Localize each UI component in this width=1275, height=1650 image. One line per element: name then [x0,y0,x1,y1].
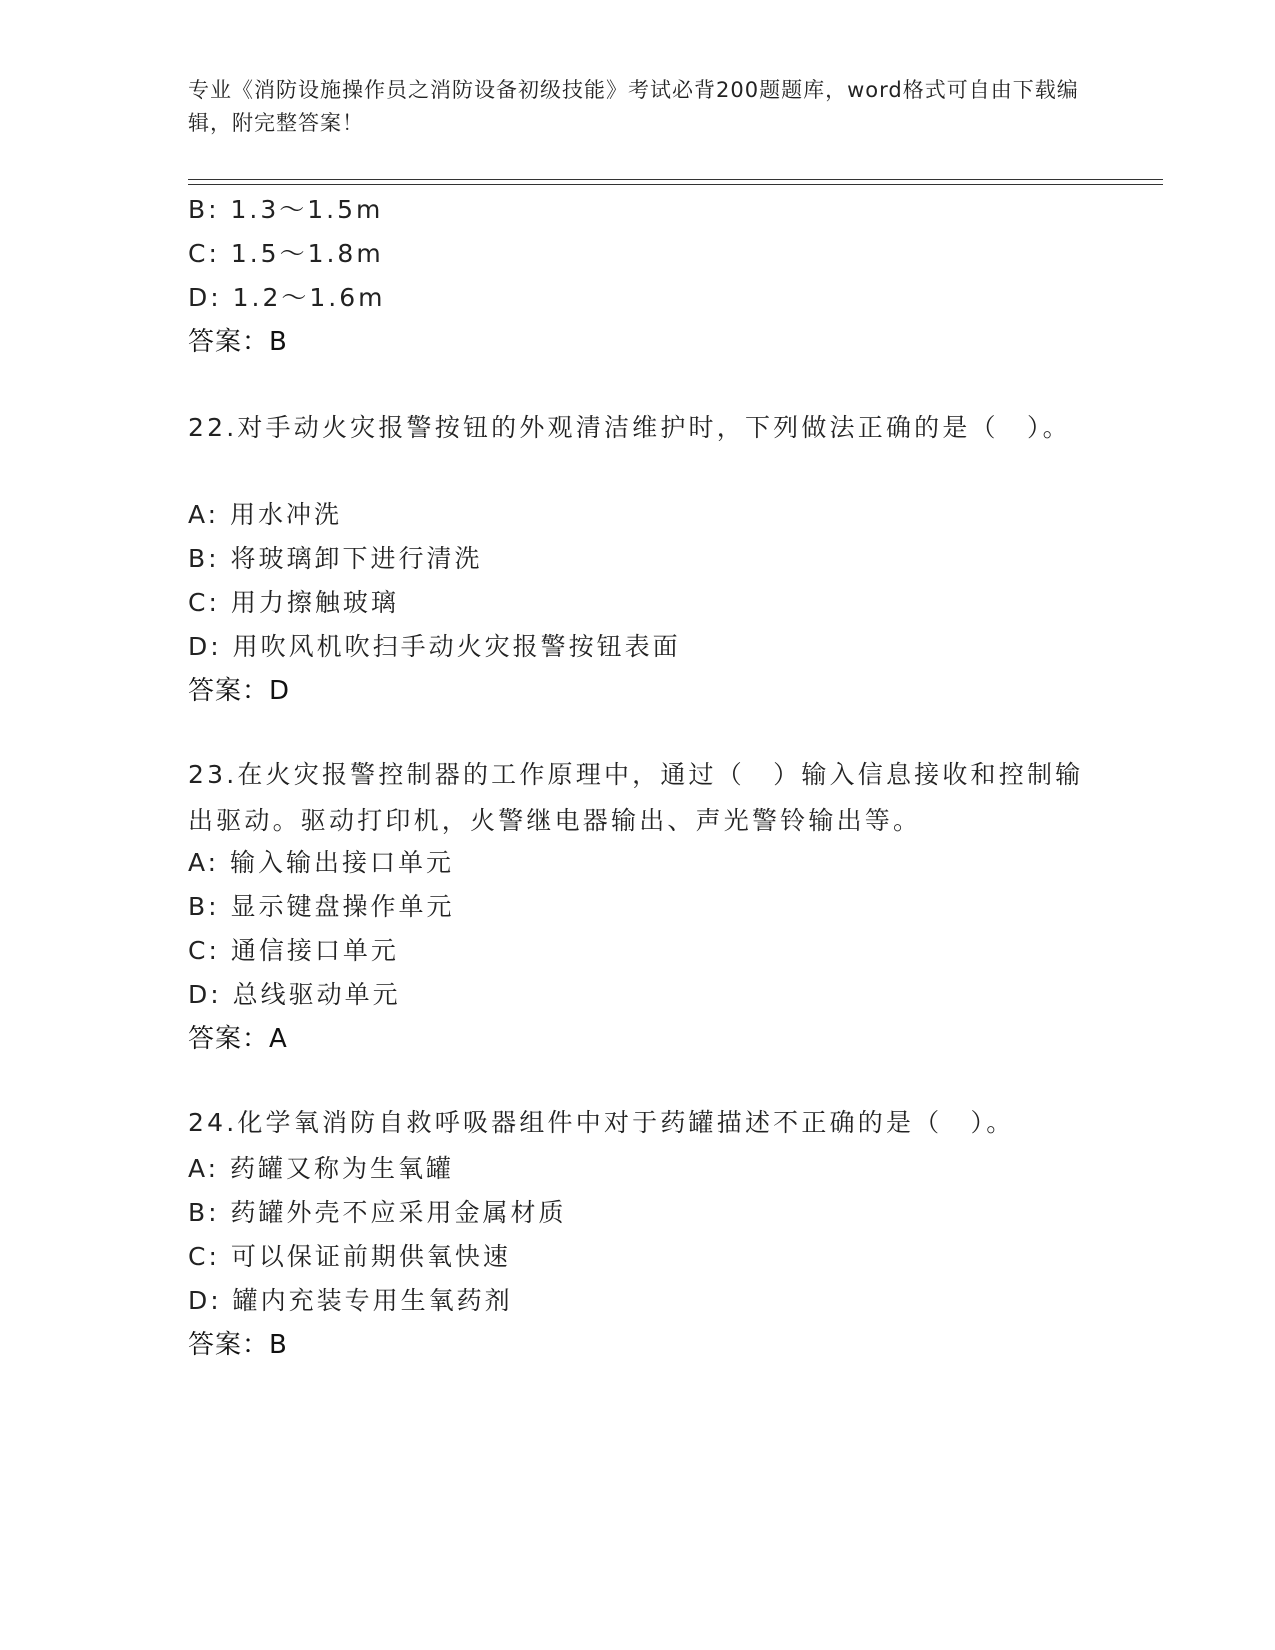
option-c: C: 可以保证前期供氧快速 [188,1242,511,1271]
option-b: B: 药罐外壳不应采用金属材质 [188,1198,567,1227]
question-stem: 23.在火灾报警控制器的工作原理中，通过（ ）输入信息接收和控制输出驱动。驱动打印机，火警继电器输出、声光警铃输出等。 [188,760,1084,835]
question-stem: 24.化学氧消防自救呼吸器组件中对于药罐描述不正确的是（ ）。 [188,1108,1015,1137]
option-a: A: 输入输出接口单元 [188,848,455,877]
option-c: C: 通信接口单元 [188,936,399,965]
answer-label: 答案：B [188,1330,288,1360]
option-a: A: 药罐又称为生氧罐 [188,1154,455,1183]
option-b: B: 显示键盘操作单元 [188,892,455,921]
answer-label: 答案：D [188,676,291,706]
option-d: D: 罐内充装专用生氧药剂 [188,1286,513,1315]
header-divider-bottom [188,184,1163,185]
option-d: D: 总线驱动单元 [188,980,401,1009]
option-c: C: 用力擦触玻璃 [188,588,399,617]
option-a: A: 用水冲洗 [188,500,343,529]
option-d: D: 1.2～1.6m [188,283,386,312]
option-c: C: 1.5～1.8m [188,239,384,268]
option-b: B: 1.3～1.5m [188,195,384,224]
header-divider-top [188,179,1163,180]
option-b: B: 将玻璃卸下进行清洗 [188,544,483,573]
document-header-title: 专业《消防设施操作员之消防设备初级技能》考试必背200题题库，word格式可自由下载编辑，附完整答案！ [188,78,1079,135]
answer-label: 答案：A [188,1024,288,1054]
question-stem: 22.对手动火灾报警按钮的外观清洁维护时，下列做法正确的是（ ）。 [188,413,1071,442]
answer-label: 答案：B [188,327,288,357]
option-d: D: 用吹风机吹扫手动火灾报警按钮表面 [188,632,681,661]
